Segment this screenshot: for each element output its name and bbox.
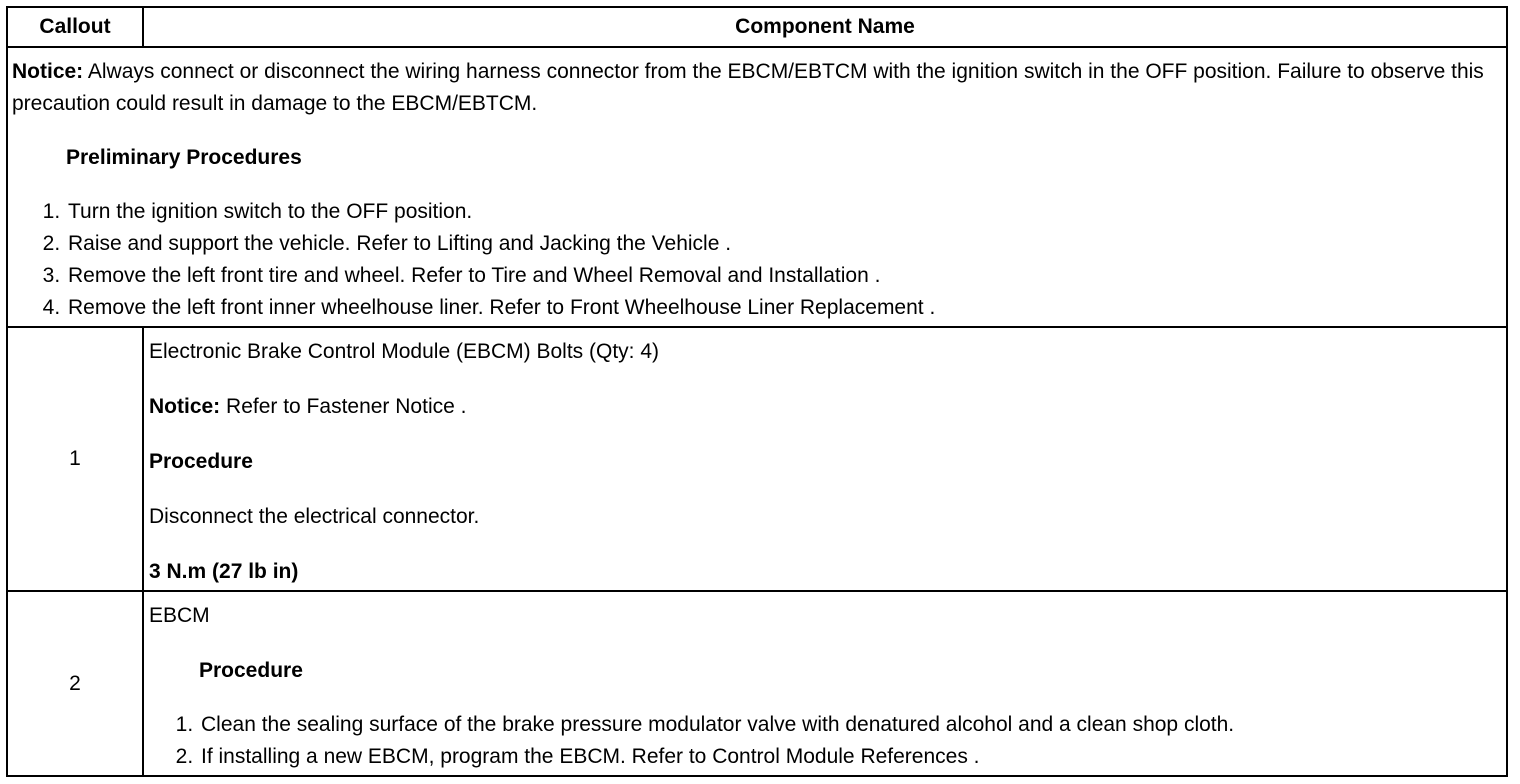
component-cell (143, 591, 1507, 776)
torque-spec: 3 N.m (27 lb in) (149, 560, 299, 583)
procedure-table (6, 6, 1508, 777)
callout-number: 1 (7, 327, 143, 591)
document-page (6, 6, 1506, 774)
notice-cell (7, 47, 1507, 327)
component-name-header: Component Name (143, 7, 1507, 47)
notice-text: Refer to Fastener Notice . (220, 395, 467, 418)
list-item: 2. If installing a new EBCM, program the EBCM. Refer to Control Module References . (199, 741, 1500, 773)
component-name: EBCM (149, 604, 210, 627)
procedure-heading: Procedure (199, 659, 303, 682)
component-notice (149, 391, 1500, 423)
table-header-row (7, 7, 1507, 47)
list-item: 1. Turn the ignition switch to the OFF position. (66, 196, 1500, 228)
list-item: 2. Raise and support the vehicle. Refer to Lifting and Jacking the Vehicle . (66, 228, 1500, 260)
notice-label: Notice: (12, 60, 84, 83)
list-item: 1. Clean the sealing surface of the brake pressure modulator valve with denatured alcohol and a clean shop cloth. (199, 709, 1500, 741)
list-item: 3. Remove the left front tire and wheel. Refer to Tire and Wheel Removal and Installation . (66, 260, 1500, 292)
table-row (7, 327, 1507, 591)
list-item: 4. Remove the left front inner wheelhouse liner. Refer to Front Wheelhouse Liner Replacement . (66, 292, 1500, 324)
procedure-steps (149, 709, 1500, 773)
procedure-heading: Procedure (149, 450, 253, 473)
component-cell (143, 327, 1507, 591)
procedure-text: Disconnect the electrical connector. (149, 505, 480, 528)
table-row (7, 591, 1507, 776)
notice-label: Notice: (149, 395, 221, 418)
callout-header: Callout (7, 7, 143, 47)
component-name: Electronic Brake Control Module (EBCM) Bolts (Qty: 4) (149, 340, 659, 363)
callout-number: 2 (7, 591, 143, 776)
notice-row (7, 47, 1507, 327)
preliminary-steps (12, 196, 1500, 324)
notice-paragraph (12, 56, 1500, 120)
notice-text: Always connect or disconnect the wiring harness connector from the EBCM/EBTCM with the ignition switch in the OFF position. Failure to observe this precaution could result in damage to the EBCM/EBTCM. (12, 60, 1484, 115)
preliminary-heading: Preliminary Procedures (66, 146, 302, 169)
